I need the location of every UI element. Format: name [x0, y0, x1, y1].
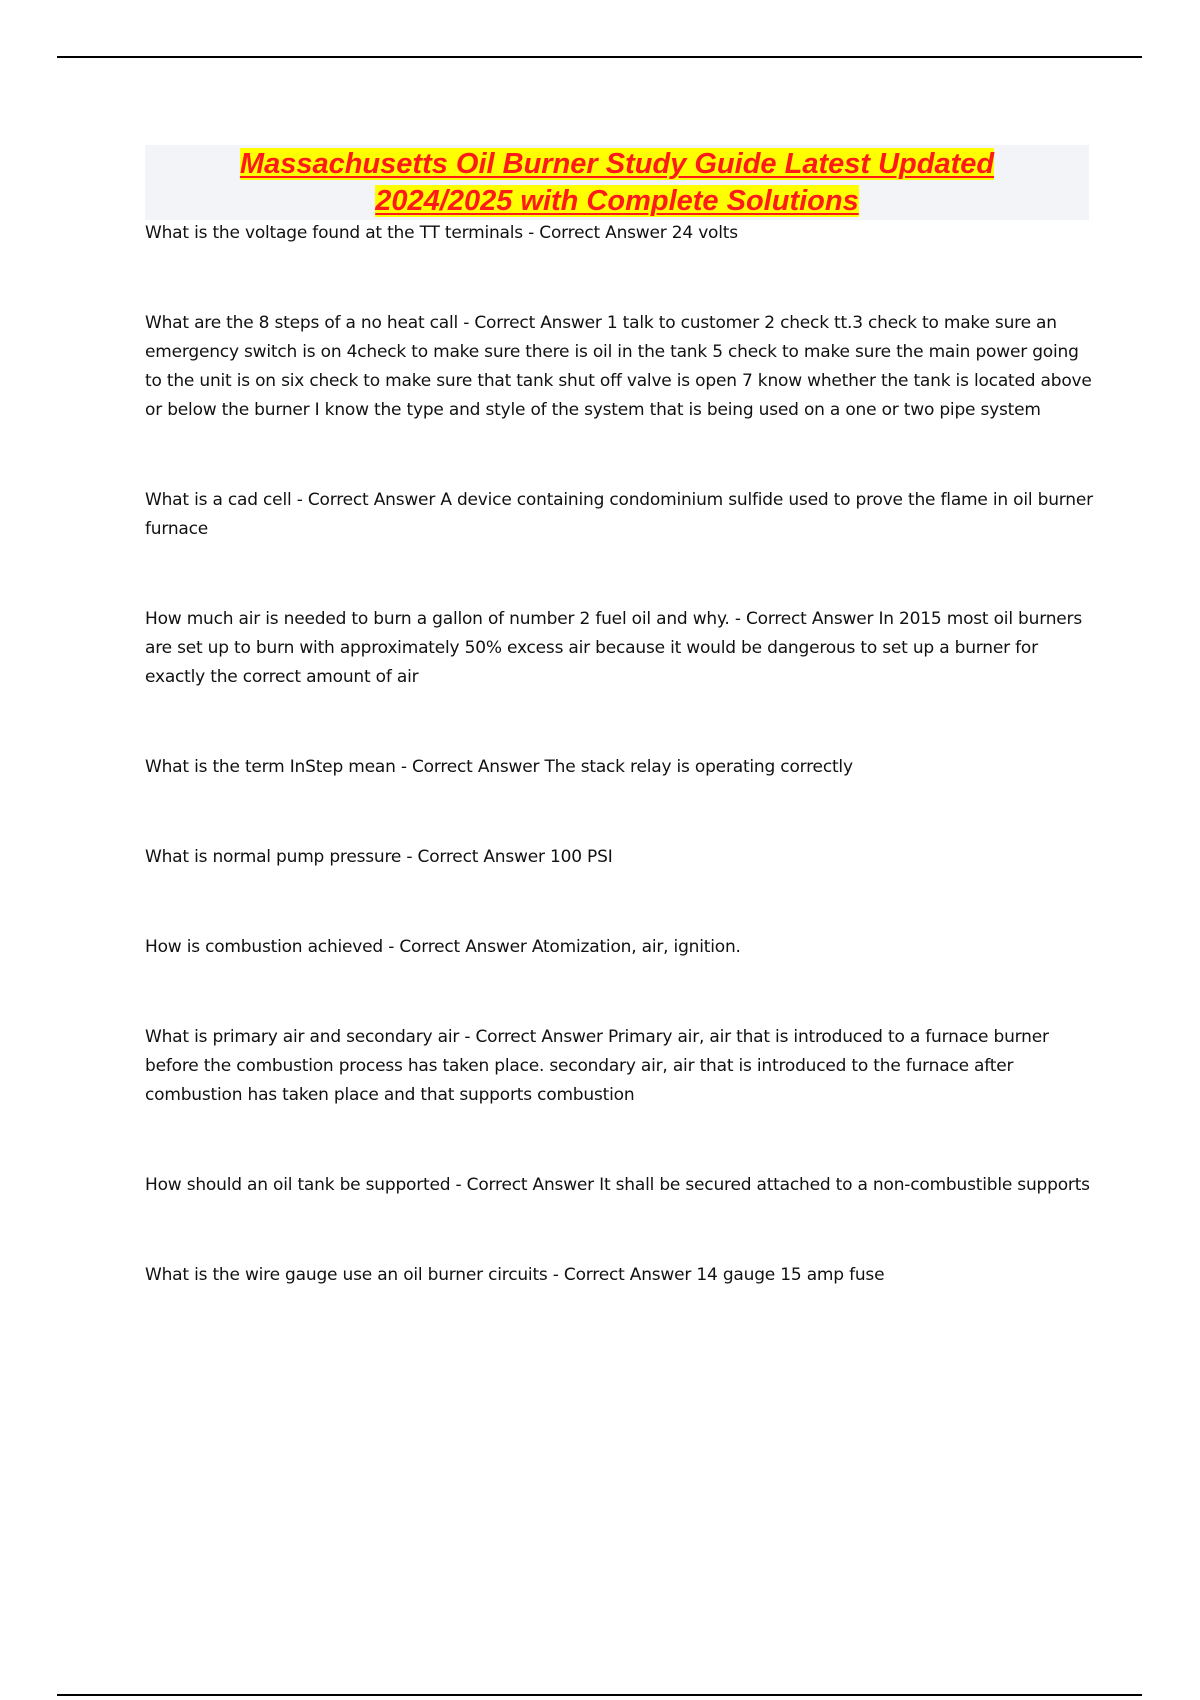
answer-text: 14 gauge 15 amp fuse	[696, 1265, 885, 1285]
question-text: What is a cad cell	[145, 490, 292, 510]
qa-list	[145, 219, 1095, 1351]
answer-text: The stack relay is operating correctly	[544, 757, 853, 777]
qa-item	[145, 843, 1095, 872]
answer-text: Atomization, air, ignition.	[531, 937, 741, 957]
title-block	[145, 145, 1089, 220]
answer-separator: - Correct Answer	[522, 223, 672, 243]
qa-item	[145, 605, 1095, 692]
question-text: What is the wire gauge use an oil burner circuits	[145, 1265, 548, 1285]
qa-item	[145, 486, 1095, 544]
qa-item	[145, 1171, 1095, 1200]
question-text: How is combustion achieved	[145, 937, 384, 957]
question-text: What is normal pump pressure	[145, 847, 402, 867]
answer-separator: - Correct Answer	[450, 1175, 600, 1195]
qa-item	[145, 309, 1095, 425]
footer-rule	[57, 1694, 1142, 1696]
answer-text: A device containing condominium sulfide used to prove the flame in oil burner furnace	[145, 490, 1093, 539]
document-title-line-2: 2024/2025 with Complete Solutions	[375, 185, 859, 217]
header-rule	[57, 56, 1142, 58]
answer-separator: - Correct Answer	[395, 757, 545, 777]
answer-separator: - Correct Answer	[383, 937, 532, 957]
answer-separator: - Correct Answer	[291, 490, 441, 510]
answer-text: 1 talk to customer 2 check tt.3 check to make sure an emergency switch is on 4check to make sure there is oil in the tank 5 check to make sure the main power going to the unit is on six check to make sure that tank shut off valve is open 7 know whether the tank is located above or below the burner I know the type and style of the system that is being used on a one or two pipe system	[145, 313, 1092, 420]
answer-separator: - Correct Answer	[547, 1265, 697, 1285]
answer-text: Primary air, air that is introduced to a furnace burner before the combustion process has taken place. secondary air, air that is introduced to the furnace after combustion has taken place and that supports combustion	[145, 1027, 1049, 1105]
qa-item	[145, 753, 1095, 782]
answer-separator: - Correct Answer	[458, 313, 607, 333]
answer-separator: - Correct Answer	[729, 609, 879, 629]
qa-item	[145, 1261, 1095, 1290]
answer-text: 24 volts	[671, 223, 738, 243]
question-text: What is primary air and secondary air	[145, 1027, 460, 1047]
answer-separator: - Correct Answer	[401, 847, 550, 867]
answer-text: It shall be secured attached to a non-combustible supports	[599, 1175, 1090, 1195]
answer-text: In 2015 most oil burners are set up to burn with approximately 50% excess air because it would be dangerous to set up a burner for exactly the correct amount of air	[145, 609, 1082, 687]
question-text: What is the voltage found at the TT terminals	[145, 223, 523, 243]
question-text: What are the 8 steps of a no heat call	[145, 313, 459, 333]
answer-separator: - Correct Answer	[459, 1027, 608, 1047]
qa-item	[145, 219, 1095, 248]
qa-item	[145, 1023, 1095, 1110]
question-text: What is the term InStep mean	[145, 757, 396, 777]
qa-item	[145, 933, 1095, 962]
answer-text: 100 PSI	[550, 847, 613, 867]
question-text: How should an oil tank be supported	[145, 1175, 451, 1195]
question-text: How much air is needed to burn a gallon of number 2 fuel oil and why.	[145, 609, 730, 629]
document-title-line-1: Massachusetts Oil Burner Study Guide Latest Updated	[239, 148, 995, 180]
